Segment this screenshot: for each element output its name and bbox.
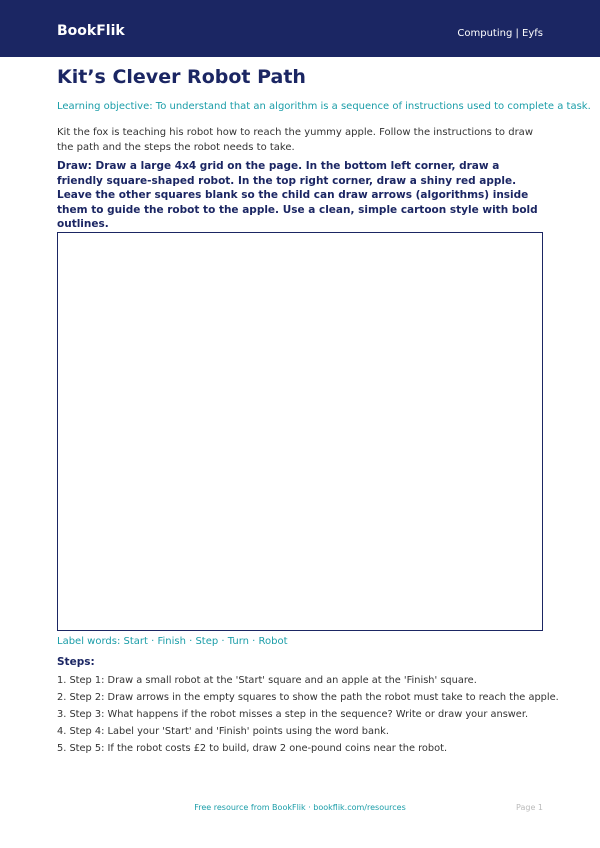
learning-objective: Learning objective: To understand that an algorithm is a sequence of instructions used to complete a task.	[57, 101, 591, 112]
brand-logo[interactable]: BookFlik	[57, 23, 125, 39]
page-number: Page 1	[516, 803, 543, 812]
drawing-area[interactable]	[57, 232, 543, 631]
draw-instruction: Draw: Draw a large 4x4 grid on the page. In the bottom left corner, draw a friendly square-shaped robot. In the top right corner, draw a shiny red apple. Leave the other squares blank so the child can draw arrows (algorithms) inside them to guide the robot to the apple. Use a clean, simple cartoon style with bold outlines.	[57, 160, 538, 230]
label-words: Label words: Start · Finish · Step · Turn · Robot	[57, 636, 288, 647]
subject-label: Computing | Eyfs	[457, 28, 543, 39]
footer-text: Free resource from BookFlik · bookflik.com/resources	[194, 803, 406, 812]
header-bar	[0, 0, 600, 57]
steps-list	[57, 674, 559, 759]
step-item: 2. Step 2: Draw arrows in the empty squares to show the path the robot must take to reach the apple.	[57, 692, 559, 703]
steps-heading: Steps:	[57, 656, 95, 668]
step-item: 4. Step 4: Label your 'Start' and 'Finish' points using the word bank.	[57, 726, 389, 737]
step-item: 1. Step 1: Draw a small robot at the 'Start' square and an apple at the 'Finish' square.	[57, 675, 477, 686]
intro-text: Kit the fox is teaching his robot how to reach the yummy apple. Follow the instructions to draw the path and the steps the robot needs to take.	[57, 127, 533, 153]
page-title: Kit’s Clever Robot Path	[57, 66, 306, 88]
step-item: 3. Step 3: What happens if the robot misses a step in the sequence? Write or draw your answer.	[57, 709, 529, 720]
step-item: 5. Step 5: If the robot costs £2 to build, draw 2 one-pound coins near the robot.	[57, 743, 448, 754]
